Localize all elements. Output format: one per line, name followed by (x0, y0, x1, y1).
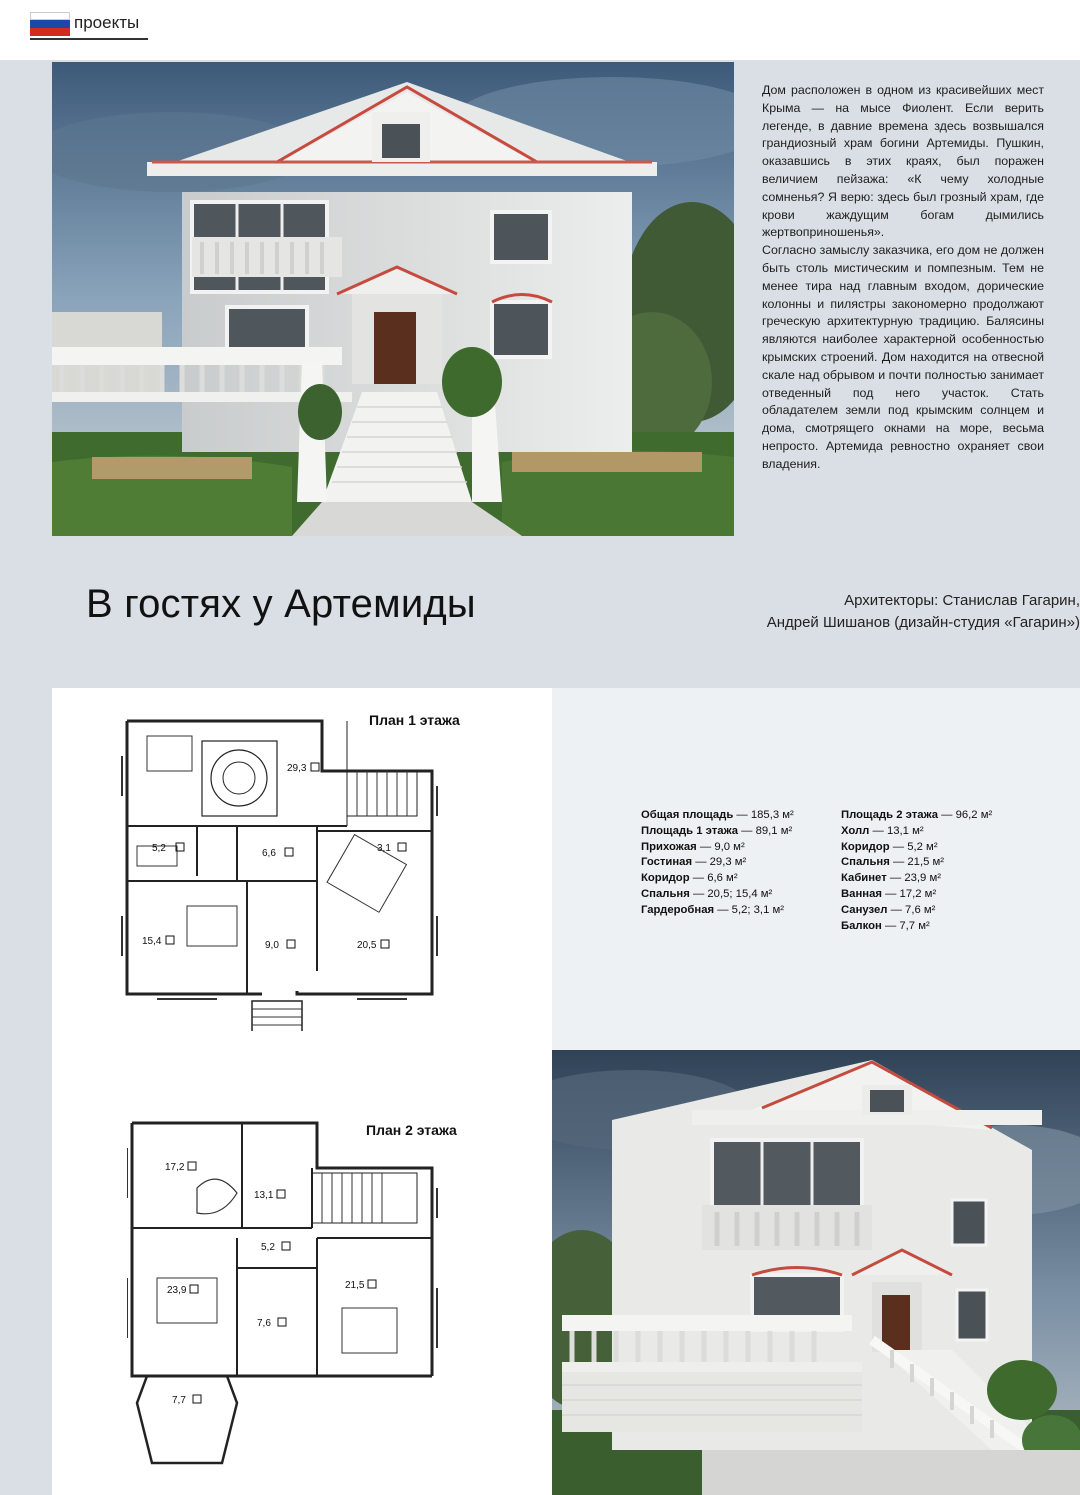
section-label: проекты (74, 13, 140, 32)
stat-row: Прихожая — 9,0 м² (641, 840, 745, 853)
stat-row: Коридор — 5,2 м² (841, 840, 938, 853)
house-side-photo (552, 1050, 1080, 1495)
stat-row: Ванная — 17,2 м² (841, 887, 937, 900)
architects-credit (660, 590, 1080, 634)
architects-line-2: Андрей Шишанов (дизайн-студия «Гагарин») (766, 614, 1080, 631)
stat-row: Спальня — 20,5; 15,4 м² (641, 887, 773, 900)
floor1-room-area: 20,5 (357, 940, 377, 951)
stat-row: Гостиная — 29,3 м² (641, 856, 747, 869)
stat-row: Коридор — 6,6 м² (641, 872, 738, 885)
floor2-room-area: 23,9 (167, 1285, 187, 1296)
floor2-room-area: 5,2 (261, 1242, 275, 1253)
intro-text (762, 82, 1044, 474)
floor1-room-area: 3,1 (377, 843, 391, 854)
floor2-room-area: 13,1 (254, 1190, 274, 1201)
russia-flag-icon (30, 12, 70, 36)
floor2-plan-title: План 2 этажа (366, 1122, 457, 1138)
floor2-room-area: 21,5 (345, 1280, 365, 1291)
stat-row: Общая площадь — 185,3 м² (641, 809, 794, 821)
stat-row: Спальня — 21,5 м² (841, 856, 945, 869)
floor1-room-area: 15,4 (142, 936, 162, 947)
intro-paragraph-1: Дом расположен в одном из красивейших мест Крыма — на мысе Фиолент. Если верить легенде, в давние времена здесь возвышался грандиозный храм богини Артемиды. Пушкин, оказавшись в этих краях, был поражен величием пейзажа: «К чему холодные сомненья? Я верю: здесь был грозный храм, где крови жаждущим богам дымились жертвоприношенья». (762, 83, 1044, 240)
stat-row: Санузел — 7,6 м² (841, 903, 936, 916)
floor-plans-panel (52, 688, 552, 1495)
floor1-room-area: 9,0 (265, 940, 279, 951)
floor1-plan-drawing (117, 716, 447, 1031)
stat-row: Площадь 2 этажа — 96,2 м² (841, 809, 993, 821)
floor1-room-area: 5,2 (152, 843, 166, 854)
stats-column-2 (841, 808, 992, 934)
stat-row: Площадь 1 этажа — 89,1 м² (641, 824, 793, 837)
header-rule (30, 38, 148, 40)
floor1-room-area: 29,3 (287, 763, 307, 774)
stat-row: Холл — 13,1 м² (841, 824, 924, 837)
page-header (0, 0, 1080, 60)
stat-row: Кабинет — 23,9 м² (841, 872, 941, 885)
floor2-room-area: 17,2 (165, 1162, 185, 1173)
floor2-room-area: 7,6 (257, 1318, 271, 1329)
floor1-room-area: 6,6 (262, 848, 276, 859)
stat-row: Гардеробная — 5,2; 3,1 м² (641, 903, 785, 916)
intro-paragraph-2: Согласно замыслу заказчика, его дом не должен быть столь мистическим и помпезным. Тем не менее тира над главным входом, дорические колонны и пилястры закономерно продолжают греческую архитектурную традицию. Балясины являются наиболее характерной особенностью крымских строений. Дом находится на отвесной скале над обрывом и почти полностью занимает отведенный под него участок. Стать обладателем земли под крымским солнцем и дома, смотрящего окнами на море, весьма непросто. Артемида ревностно охраняет свои владения. (762, 243, 1044, 471)
floor2-plan-drawing (127, 1118, 447, 1488)
stats-panel (552, 688, 1080, 1050)
floor2-room-area: 7,7 (172, 1395, 186, 1406)
stat-row: Балкон — 7,7 м² (841, 919, 930, 932)
architects-line-1: Архитекторы: Станислав Гагарин, (844, 592, 1080, 609)
stats-column-1 (641, 808, 794, 919)
article-title: В гостях у Артемиды (86, 582, 476, 626)
floor1-plan-title: План 1 этажа (369, 712, 460, 728)
house-front-photo (52, 62, 734, 536)
